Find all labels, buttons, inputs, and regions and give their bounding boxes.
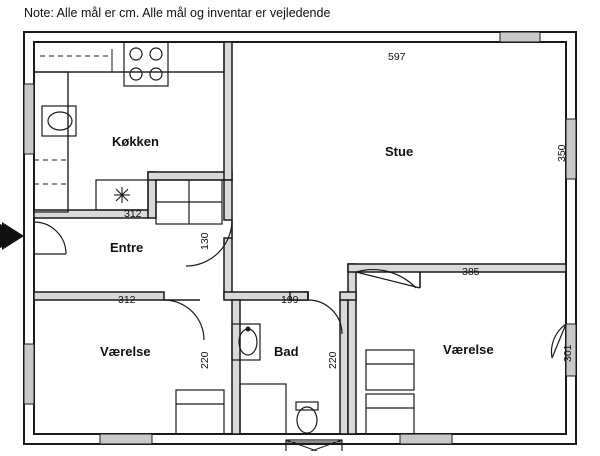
room-label-kokken: Køkken — [112, 134, 159, 149]
note-text: Note: Alle mål er cm. Alle mål og inventar er vejledende — [24, 6, 331, 20]
dimension-199: 199 — [281, 294, 299, 306]
dimension-385: 385 — [462, 266, 480, 278]
dimension-220-right: 220 — [327, 351, 339, 369]
room-label-bad: Bad — [274, 344, 299, 359]
interior-walls — [34, 42, 566, 434]
dimension-301: 301 — [562, 344, 574, 362]
bedroom-right-furniture — [366, 350, 414, 434]
dimension-220-left: 220 — [199, 351, 211, 369]
dimension-597: 597 — [388, 51, 406, 63]
dimension-312-vaerelse: 312 — [118, 294, 136, 306]
room-label-entre: Entre — [110, 240, 144, 255]
floorplan-diagram — [0, 24, 600, 451]
room-label-vaerelse-right: Værelse — [443, 342, 494, 357]
entrance-arrow — [0, 222, 24, 250]
kitchen-fixtures — [34, 42, 224, 224]
doors — [34, 218, 566, 358]
windows — [24, 32, 576, 444]
bedroom-left-furniture — [176, 390, 224, 434]
dimension-312-entre: 312 — [124, 208, 142, 220]
room-label-stue: Stue — [385, 144, 414, 159]
dimension-350: 350 — [556, 144, 568, 162]
floorplan-svg — [0, 24, 600, 451]
dimension-130: 130 — [199, 232, 211, 250]
room-label-vaerelse-left: Værelse — [100, 344, 151, 359]
exterior-walls — [24, 32, 576, 444]
